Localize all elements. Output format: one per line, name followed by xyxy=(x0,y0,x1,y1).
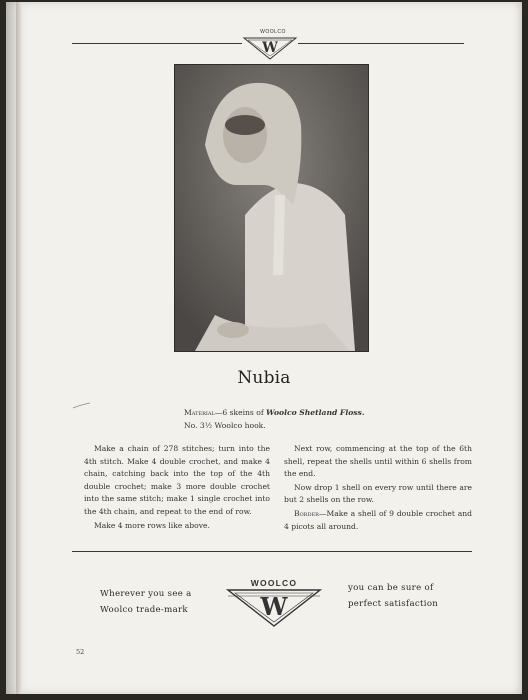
top-rule-right xyxy=(298,43,464,44)
top-rule-left xyxy=(72,43,242,44)
instruction-paragraph: Make a chain of 278 stitches; turn into the 4th stitch. Make 4 double crochet, and make 4 chain, catching back into the top of the 4th double crochet; make 3 more double crochet into the same stitch; make 1 single crochet into the 4th chain, and repeat to the end of row. xyxy=(84,444,270,516)
material-line xyxy=(184,406,464,432)
book-spine-shadow xyxy=(16,2,22,694)
pencil-mark xyxy=(72,402,92,410)
instruction-paragraph: Now drop 1 shell on every row until there are but 2 shells on the row. xyxy=(284,482,472,505)
pattern-title: Nubia xyxy=(237,368,291,388)
material-hook: No. 3½ Woolco hook. xyxy=(184,421,266,430)
instructions-right-column xyxy=(284,443,472,534)
border-paragraph xyxy=(284,508,472,533)
svg-text:W: W xyxy=(262,40,278,56)
material-text: —6 skeins of xyxy=(214,408,267,417)
footer-rule xyxy=(72,551,472,552)
woolco-w-trademark-icon xyxy=(242,35,298,61)
page xyxy=(6,2,522,694)
instruction-paragraph: Make 4 more rows like above. xyxy=(94,520,210,530)
border-label: Border xyxy=(294,508,319,518)
border-text: —Make a shell of 9 double crochet and 4 picots all around. xyxy=(284,508,472,531)
footer-left-line1: Wherever you see a xyxy=(100,589,192,599)
material-yarn: Woolco Shetland Floss. xyxy=(266,408,365,417)
footer-right-text xyxy=(348,580,438,612)
footer-right-line1: you can be sure of xyxy=(348,583,434,593)
svg-text:W: W xyxy=(260,592,288,621)
woman-in-crocheted-hood-photo xyxy=(174,64,369,352)
instructions-left-column xyxy=(84,443,270,533)
footer-brand: WOOLCO xyxy=(250,578,298,588)
footer-right-line2: perfect satisfaction xyxy=(348,599,439,609)
instruction-paragraph: Next row, commencing at the top of the 6th shell, repeat the shells until within 6 shells from the end. xyxy=(284,444,472,479)
woolco-w-trademark-icon xyxy=(226,586,322,628)
footer-left-text xyxy=(100,586,192,618)
header-brand: WOOLCO xyxy=(260,29,286,35)
material-label: Material xyxy=(184,408,215,417)
footer-left-line2: Woolco trade-mark xyxy=(100,605,188,615)
page-number: 52 xyxy=(76,648,85,656)
